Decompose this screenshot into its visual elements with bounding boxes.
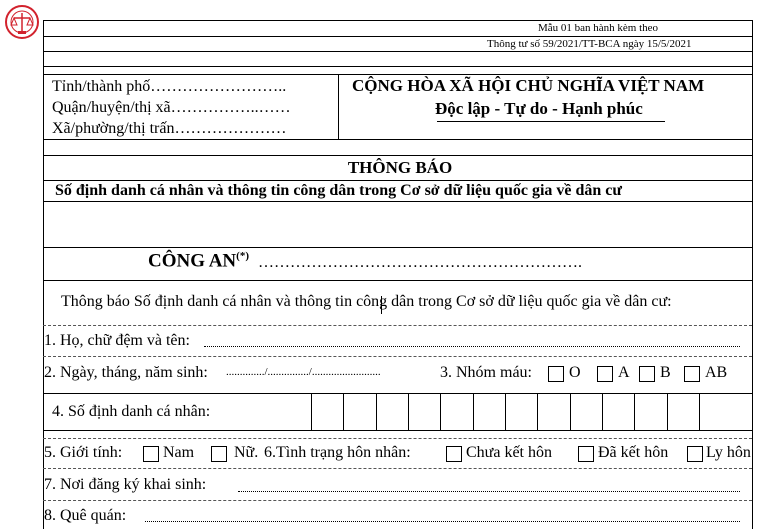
rule [43, 356, 752, 357]
blood-o-checkbox[interactable] [548, 366, 564, 382]
rule [43, 325, 752, 326]
marital-married-checkbox[interactable] [578, 446, 594, 462]
country-name: CỘNG HÒA XÃ HỘI CHỦ NGHĨA VIỆT NAM [352, 76, 705, 95]
id-digit-cell[interactable] [634, 393, 666, 430]
id-digit-cell[interactable] [570, 393, 602, 430]
blood-o-label: O [569, 364, 581, 381]
rule [43, 139, 752, 140]
id-digit-cell[interactable] [537, 393, 569, 430]
marital-status-label: 6.Tình trạng hôn nhân: [264, 444, 411, 461]
marital-married-label: Đã kết hôn [598, 444, 669, 461]
gender-female-label: Nữ. [234, 444, 259, 461]
divider [338, 74, 339, 139]
rule [43, 500, 752, 501]
police-label-text: CÔNG AN [148, 250, 237, 272]
id-digit-cell[interactable] [376, 393, 408, 430]
id-digit-cell[interactable] [602, 393, 634, 430]
blood-a-label: A [618, 364, 630, 381]
rule [43, 20, 752, 21]
dob-input[interactable]: ............../.............../......................... [226, 366, 381, 378]
ward-field: Xã/phường/thị trấn………………… [52, 120, 287, 137]
rule [43, 280, 752, 281]
rule [43, 180, 752, 181]
gender-label: 5. Giới tính: [44, 444, 123, 461]
hometown-label: 8. Quê quán: [44, 507, 127, 524]
document-subtitle: Số định danh cá nhân và thông tin công dân trong Cơ sở dữ liệu quốc gia về dân cư [55, 182, 622, 199]
gender-male-checkbox[interactable] [143, 446, 159, 462]
marital-divorced-checkbox[interactable] [687, 446, 703, 462]
national-motto: Độc lập - Tự do - Hạnh phúc [435, 99, 643, 118]
id-digit-cell[interactable] [473, 393, 505, 430]
blood-b-checkbox[interactable] [639, 366, 655, 382]
blood-ab-label: AB [705, 364, 728, 381]
birth-place-input[interactable] [238, 491, 740, 492]
rule [43, 36, 752, 37]
rule [43, 438, 752, 439]
frame-right [752, 20, 753, 529]
rule [43, 468, 752, 469]
document-title: THÔNG BÁO [347, 158, 453, 177]
rule [43, 430, 752, 431]
motto-underline [437, 121, 665, 122]
id-digit-cell[interactable] [343, 393, 375, 430]
id-digit-cell[interactable] [667, 393, 700, 430]
rule [43, 201, 752, 202]
text-cursor [381, 296, 382, 314]
footnote-mark: (*) [236, 250, 249, 262]
circular-reference: Thông tư số 59/2021/TT-BCA ngày 15/5/2021 [487, 38, 692, 50]
id-number-label: 4. Số định danh cá nhân: [52, 403, 211, 420]
id-digit-cell[interactable] [440, 393, 472, 430]
police-unit-field: ……………………………………………………. [258, 254, 582, 271]
form-number: Mẫu 01 ban hành kèm theo [538, 22, 659, 34]
birth-place-label: 7. Nơi đăng ký khai sinh: [44, 476, 207, 493]
marital-single-checkbox[interactable] [446, 446, 462, 462]
blood-a-checkbox[interactable] [597, 366, 613, 382]
marital-single-label: Chưa kết hôn [466, 444, 552, 461]
full-name-input[interactable] [204, 346, 740, 347]
gender-female-checkbox[interactable] [211, 446, 227, 462]
rule [43, 66, 752, 67]
id-digit-cell[interactable] [408, 393, 440, 430]
rule [43, 74, 752, 75]
police-label [148, 250, 249, 272]
rule [43, 155, 752, 156]
id-number-grid[interactable] [311, 393, 700, 430]
blood-b-label: B [660, 364, 671, 381]
ministry-emblem-icon [4, 4, 40, 40]
id-digit-cell[interactable] [505, 393, 537, 430]
gender-male-label: Nam [163, 444, 195, 461]
intro-text: Thông báo Số định danh cá nhân và thông tin công dân trong Cơ sở dữ liệu quốc gia về dân cư: [61, 293, 672, 310]
marital-divorced-label: Ly hôn [706, 444, 751, 461]
id-digit-cell[interactable] [311, 393, 343, 430]
district-field: Quận/huyện/thị xã……………..…… [52, 99, 291, 116]
rule [43, 247, 752, 248]
blood-type-label: 3. Nhóm máu: [440, 364, 532, 381]
dob-label: 2. Ngày, tháng, năm sinh: [44, 364, 208, 381]
hometown-input[interactable] [145, 521, 740, 522]
rule [43, 51, 752, 52]
full-name-label: 1. Họ, chữ đệm và tên: [44, 332, 190, 349]
province-field: Tỉnh/thành phố…………………….. [52, 78, 287, 95]
blood-ab-checkbox[interactable] [684, 366, 700, 382]
